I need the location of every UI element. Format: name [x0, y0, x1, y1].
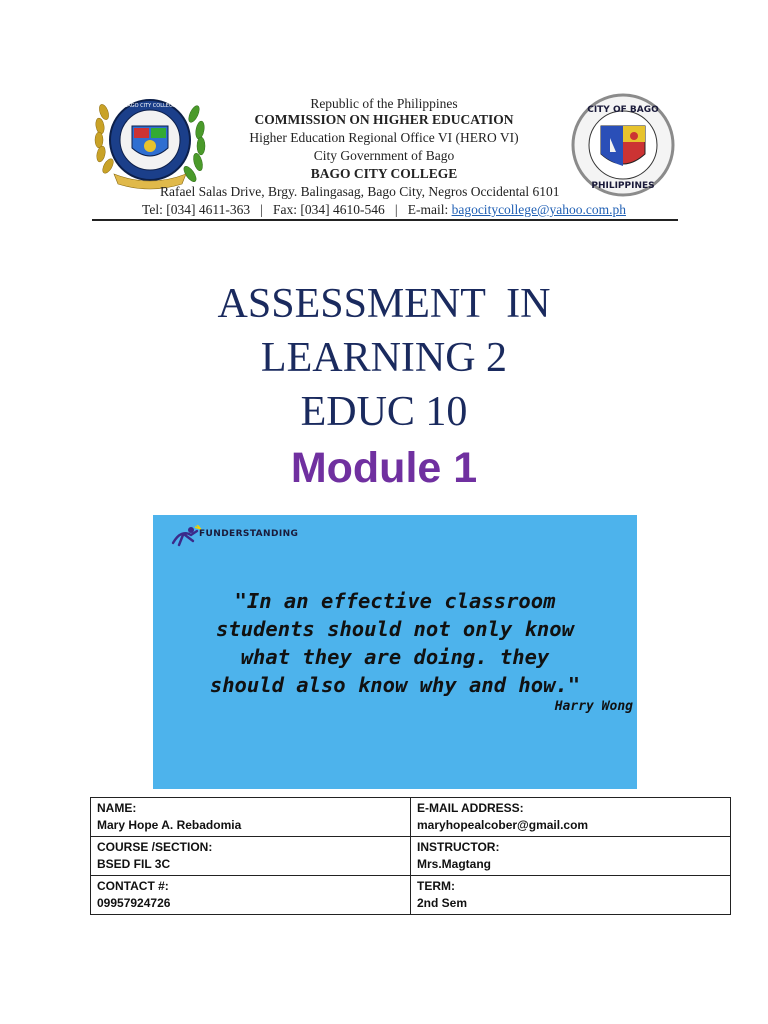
quote-line: students should not only know	[216, 617, 574, 641]
quote-line: what they are doing. they	[240, 645, 550, 669]
table-cell	[411, 837, 731, 876]
email-link[interactable]: bagocitycollege@yahoo.com.ph	[451, 202, 626, 217]
regional-office-line: Higher Education Regional Office VI (HERO VI)	[249, 130, 519, 145]
republic-line: Republic of the Philippines	[310, 96, 458, 111]
field-value: Mrs.Magtang	[417, 857, 492, 871]
contact-numbers: Tel: [034] 4611-363 | Fax: [034] 4610-546 | E-mail:	[142, 202, 452, 217]
city-government-line: City Government of Bago	[313, 148, 455, 163]
quote-line: "In an effective classroom	[234, 589, 556, 613]
college-name-line: BAGO CITY COLLEGE	[310, 166, 458, 181]
table-row	[91, 798, 731, 837]
contact-line	[0, 201, 768, 218]
field-label: E-MAIL ADDRESS:	[417, 801, 524, 815]
field-label: CONTACT #:	[97, 879, 169, 893]
svg-text:PHILIPPINES: PHILIPPINES	[591, 181, 655, 191]
student-info-table	[90, 797, 731, 915]
field-label: TERM:	[417, 879, 455, 893]
quote-image	[153, 515, 637, 789]
svg-text:CITY OF BAGO: CITY OF BAGO	[587, 105, 659, 115]
title-line-1: ASSESSMENT IN	[217, 281, 551, 327]
title-line-3: EDUC 10	[300, 389, 468, 435]
field-value: 2nd Sem	[417, 896, 468, 910]
table-cell	[91, 798, 411, 837]
table-cell	[91, 876, 411, 915]
field-value: 09957924726	[97, 896, 171, 910]
address-line: Rafael Salas Drive, Brgy. Balingasag, Bago City, Negros Occidental 6101	[160, 184, 560, 199]
table-cell	[91, 837, 411, 876]
table-cell	[411, 798, 731, 837]
seal-lettering: BAGO CITY COLLEGE	[123, 103, 177, 109]
field-value: BSED FIL 3C	[97, 857, 171, 871]
table-row	[91, 837, 731, 876]
module-heading: Module 1	[290, 444, 478, 492]
table-row	[91, 876, 731, 915]
field-value: Mary Hope A. Rebadomia	[97, 818, 242, 832]
title-line-2: LEARNING 2	[260, 335, 508, 381]
field-value: maryhopealcober@gmail.com	[417, 818, 589, 832]
table-cell	[411, 876, 731, 915]
letterhead-divider	[92, 219, 678, 221]
field-label: NAME:	[97, 801, 137, 815]
funderstanding-brand: FUNDERSTANDING	[199, 529, 299, 539]
field-label: INSTRUCTOR:	[417, 840, 500, 854]
quote-author: Harry Wong	[554, 699, 633, 714]
commission-line: COMMISSION ON HIGHER EDUCATION	[254, 112, 514, 127]
quote-line: should also know why and how."	[209, 673, 581, 697]
field-label: COURSE /SECTION:	[97, 840, 213, 854]
